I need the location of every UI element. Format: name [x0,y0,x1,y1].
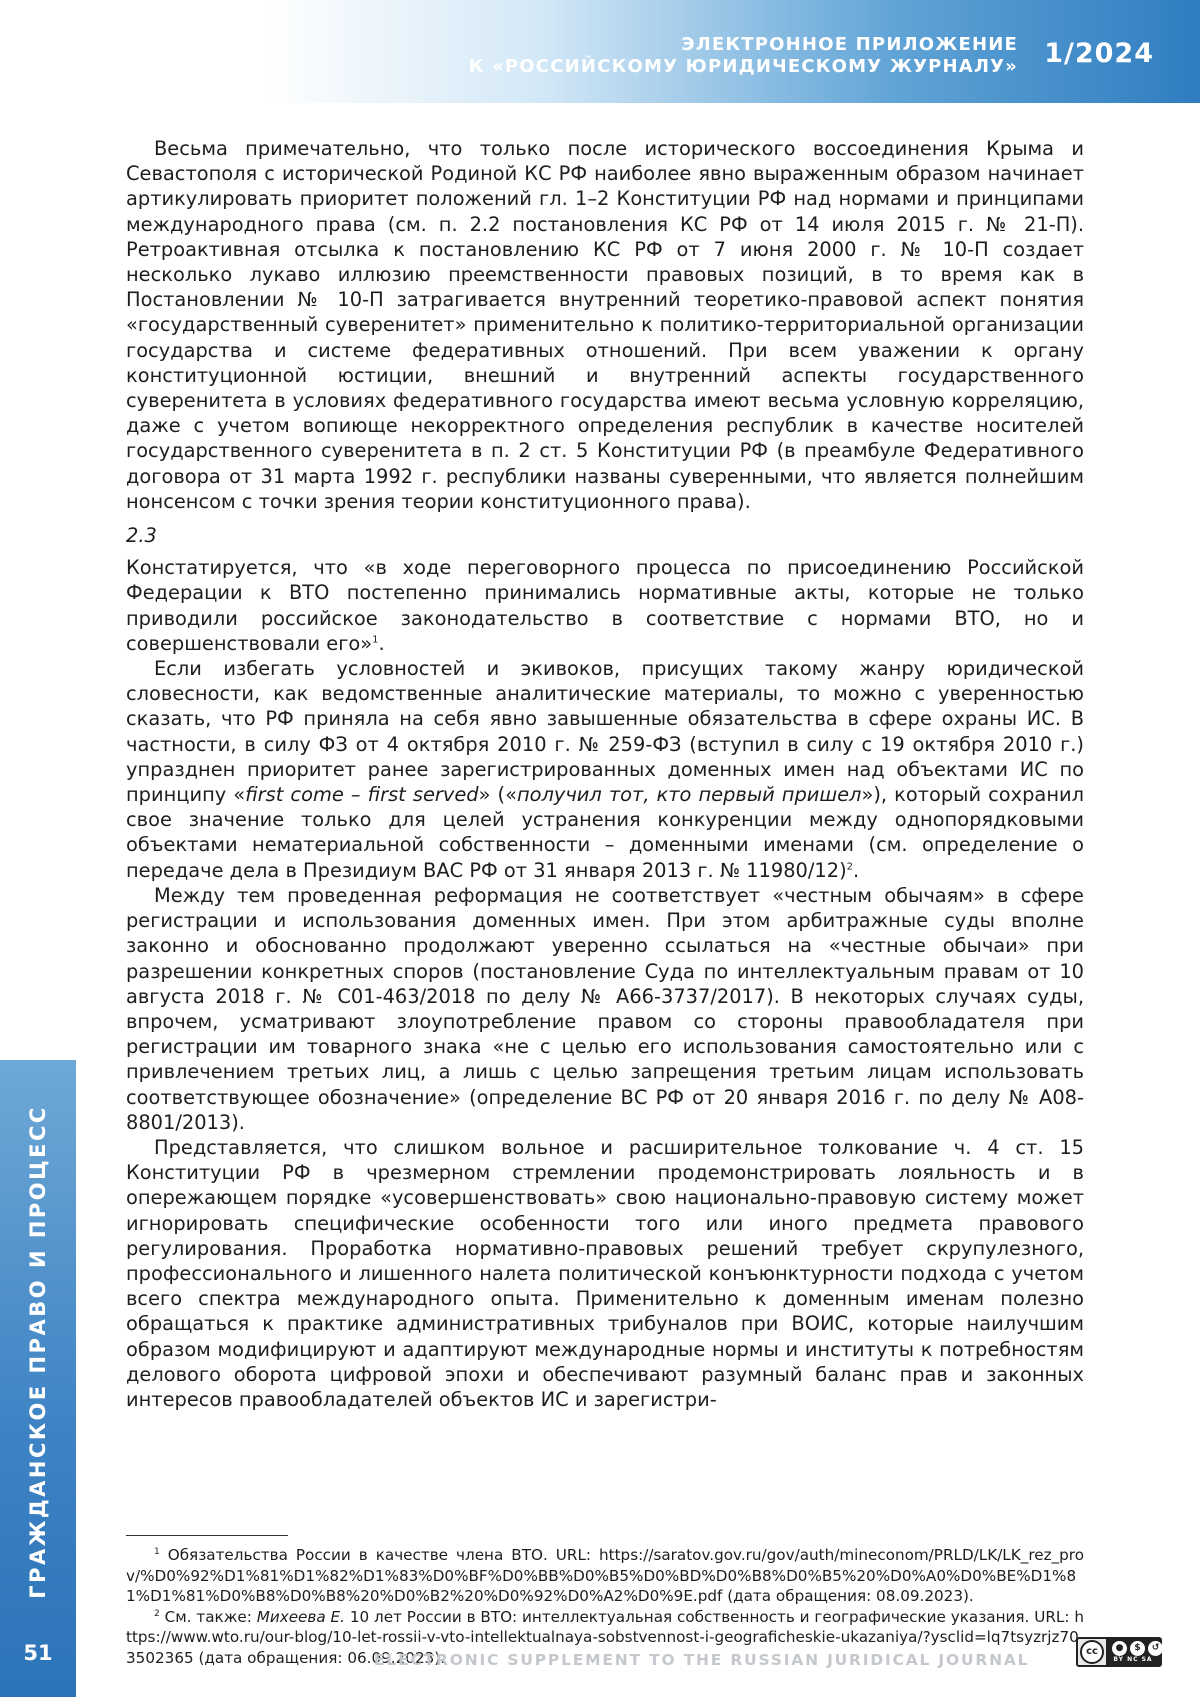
footnote-2-text[interactable]: 10 лет России в ВТО: интеллектуальная собственность и географические указания. URL: https://www.wto.ru/our-blog/10-let-rossii-v-vto-intellektualnaya-sobstvennost-i-geograficheskie-ukazaniya/?ysclid=lq7tsyzrjz703502365 (дата обращения: 06.09.2023). [126,1608,1084,1667]
paragraph-4: Между тем проведенная реформация не соответствует «честным обычаям» в сфере регистрации и использования доменных имен. При этом арбитражные суды вполне законно и обоснованно продолжают уверенно ссылаться на «честные обычаи» при разрешении конкретных споров (постановление Суда по интеллектуальным правам от 10 августа 2018 г. № С01-463/2018 по делу № А66-3737/2017). В некоторых случаях суды, впрочем, усматривают злоупотребление правом со стороны правообладателя при регистрации им товарного знака «не с целью его использования самостоятельно или с привлечением третьих лиц, а лишь с целью запрещения третьим лицам использовать соответствующее обозначение» (определение ВС РФ от 20 января 2016 г. по делу № А08-8801/2013). [126,883,1084,1135]
paragraph-3 [126,656,1084,883]
paragraph-3-end: . [853,859,859,882]
journal-title-line-1: ЭЛЕКТРОННОЕ ПРИЛОЖЕНИЕ [469,34,1018,56]
journal-title [469,34,1018,78]
footnote-ref-1[interactable]: 1 [372,634,378,645]
paragraph-3-part-c: »), который сохранил свое значение только для целей устранения конкуренции между однопорядковыми объектами нематериальной собственности – доменными именами (см. определение о передаче дела в Президиум ВАС РФ от 31 января 2013 г. № 11980/12) [126,783,1084,882]
footnote-2-author: Михеева Е. [257,1608,345,1626]
paragraph-3-italic-2: получил тот, кто первый пришел [517,783,862,806]
footnote-2-number: 2 [154,1608,160,1618]
paragraph-2 [126,555,1084,656]
paragraph-3-part-a: Если избегать условностей и экивоков, присущих такому жанру юридической словесности, как ведомственные аналитические материалы, то можно с уверенностью сказать, что РФ приняла на себя явно завышенные обязательства в сфере охраны ИС. В частности, в силу ФЗ от 4 октября 2010 г. № 259-ФЗ (вступил в силу с 19 октября 2010 г.) упразднен приоритет ранее зарегистрированных доменных имен над объектами ИС по принципу « [126,657,1084,806]
paragraph-2-text: Констатируется, что «в ходе переговорного процесса по присоединению Российской Федерации к ВТО постепенно принимались нормативные акты, которые не только приводили российское законодательство в соответствие с нормами ВТО, но и совершенствовали его» [126,556,1084,655]
paragraph-2-end: . [378,632,384,655]
sharealike-icon: ↺ [1148,1641,1163,1656]
paragraph-1: Весьма примечательно, что только после исторического воссоединения Крыма и Севастополя с исторической Родиной КС РФ наиболее явно выраженным образом начинает артикулировать приоритет положений гл. 1–2 Конституции РФ над нормами и принципами международного права (см. п. 2.2 постановления КС РФ от 14 июля 2015 г. № 21-П). Ретроактивная отсылка к постановлению КС РФ от 7 июня 2000 г. № 10-П создает несколько лукаво иллюзию преемственности правовых позиций, в то время как в Постановлении № 10-П затрагивается внутренний теоретико-правовой аспект понятия «государственный суверенитет» применительно к политико-территориальной организации государства и системе федеративных отношений. При всем уважении к органу конституционной юстиции, внешний и внутренний аспекты государственного суверенитета в условиях федеративного государства имеют весьма условную корреляцию, даже с учетом вопиюще некорректного определения республик в качестве носителей государственного суверенитета в п. 2 ст. 5 Конституции РФ (в преамбуле Федеративного договора от 31 марта 1992 г. республики названы суверенными, что является полнейшим нонсенсом с точки зрения теории конституционного права). [126,136,1084,514]
footnote-ref-2[interactable]: 2 [847,861,853,872]
cc-icon: cc [1080,1640,1104,1664]
footnote-1-text[interactable]: Обязательства России в качестве члена ВТО. URL: https://saratov.gov.ru/gov/auth/mineconom/PRLD/LK/LK_rez_prov/%D0%92%D1%81%D1%82%D1%83%D0%BF%D0%BB%D0%B5%D0%BD%D0%B8%D0%B5%20%D0%A0%D0%BE%D1%81%D1%81%D0%B8%D0%B8%20%D0%B2%20%D0%92%D0%A2%D0%9E.pdf (дата обращения: 08.09.2023). [126,1546,1084,1605]
footnote-2-lead: См. также: [160,1608,257,1626]
page-number: 51 [0,1641,76,1665]
article-body [126,136,1084,1412]
footnotes [126,1545,1084,1668]
page-header [0,0,1200,103]
journal-title-line-2: К «РОССИЙСКОМУ ЮРИДИЧЕСКОМУ ЖУРНАЛУ» [469,56,1018,78]
paragraph-3-italic-1: first come – first served [245,783,478,806]
issue-number: 1/2024 [1044,38,1154,69]
footnote-divider [126,1535,288,1536]
cc-license-badge[interactable] [1076,1637,1162,1667]
paragraph-3-part-b: » (« [479,783,517,806]
section-title: ГРАЖДАНСКОЕ ПРАВО И ПРОЦЕСС [26,1105,50,1599]
noncommercial-icon: $ [1130,1641,1145,1656]
footer-journal-name: ELECTRONIC SUPPLEMENT TO THE RUSSIAN JURIDICAL JOURNAL [374,1651,1029,1669]
footnote-1-number: 1 [154,1547,160,1557]
person-icon: ● [1112,1641,1127,1656]
footnote-1 [126,1545,1084,1607]
section-number: 2.3 [126,523,1084,548]
cc-license-labels: BY NC SA [1106,1656,1160,1663]
paragraph-5: Представляется, что слишком вольное и расширительное толкование ч. 4 ст. 15 Конституции РФ в чрезмерном стремлении продемонстрировать лояльность и в опережающем порядке «усовершенствовать» свою национально-правовую систему может игнорировать специфические особенности того или иного предмета правового регулирования. Проработка нормативно-правовых решений требует скрупулезного, профессионального и лишенного налета политической конъюнктурности подхода с учетом всего спектра международного опыта. Применительно к доменным именам полезно обращаться к практике административных трибуналов при ВОИС, которые наилучшим образом модифицируют и адаптируют международные нормы и институты к потребностям делового оборота цифровой эпохи и обеспечивают разумный баланс прав и законных интересов правообладателей объектов ИС и зарегистри- [126,1135,1084,1412]
